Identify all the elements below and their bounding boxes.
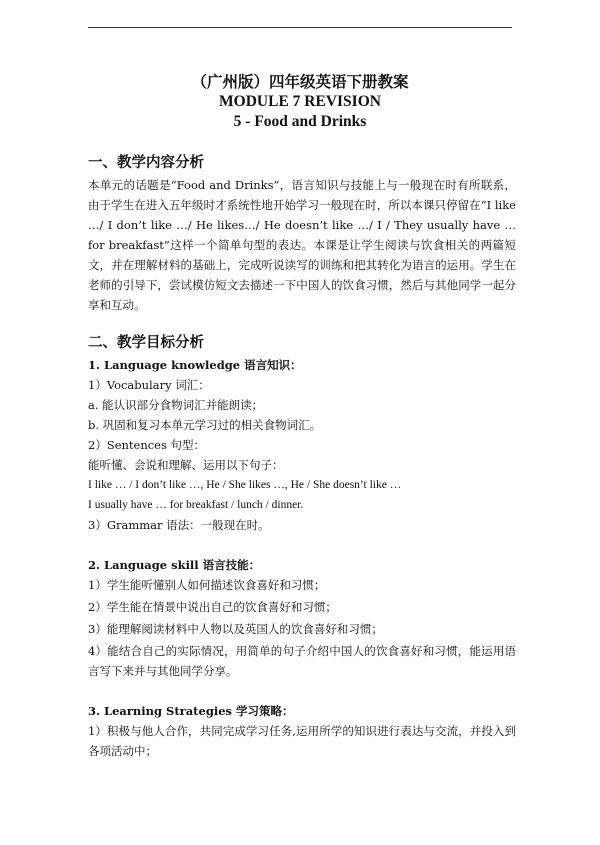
module-title: MODULE 7 REVISION [219,93,381,110]
grammar-heading: 3）Grammar 语法：一般现在时。 [88,518,270,532]
vocabulary-heading: 1）Vocabulary 词汇： [88,378,210,392]
vocabulary-item-b: b. 巩固和复习本单元学习过的相关食物词汇。 [88,418,322,432]
sentence-pattern-1: I like … / I don’t like …, He / She likes …, He / She doesn’t like … [88,479,402,491]
section-heading-objectives: 二、教学目标分析 [88,334,204,351]
unit-title: 5 - Food and Drinks [233,113,367,130]
sentences-heading: 2）Sentences 句型： [88,438,206,452]
document-title: （广州版）四年级英语下册教案 [191,72,409,91]
vocabulary-item-a: a. 能认识部分食物词汇并能朗读； [88,398,264,412]
top-rule [88,27,512,28]
skill-item-3: 3）能理解阅读材料中人物以及英国人的饮食喜好和习惯； [88,622,383,636]
content-analysis-paragraph: 本单元的话题是“Food and Drinks”，语言知识与技能上与一般现在时有所联系，由于学生在进入五年级时才系统性地开始学习一般现在时，所以本课只停留在“I like …/ I don’t like …/ He likes…/ He doesn’t like …/ I / They usually have … for breakfast”这样一个简单句型的表达。本课是让学生阅读与饮食相关的两篇短文，并在理解材料的基础上，完成听说读写的训练和把其转化为语言的运用。学生在老师的引导下，尝试模仿短文去描述一下中国人的饮食习惯，然后与其他同学一起分享和互动。 [88,178,516,312]
subsection-language-skill: 2. Language skill 语言技能： [88,558,261,572]
section-heading-content-analysis: 一、教学内容分析 [88,154,204,171]
skill-item-1: 1）学生能听懂别人如何描述饮食喜好和习惯； [88,578,326,592]
document-title-block [0,72,600,132]
sentences-description: 能听懂、会说和理解、运用以下句子： [88,458,284,472]
skill-item-2: 2）学生能在情景中说出自己的饮食喜好和习惯； [88,600,337,614]
subsection-learning-strategies: 3. Learning Strategies 学习策略： [88,704,294,718]
subsection-language-knowledge: 1. Language knowledge 语言知识： [88,358,302,372]
skill-item-4: 4）能结合自己的实际情况，用简单的句子介绍中国人的饮食喜好和习惯，能运用语言写下来并与其他同学分享。 [88,644,516,678]
sentence-pattern-2: I usually have … for breakfast / lunch / dinner. [88,499,304,511]
strategies-item-1: 1）积极与他人合作，共同完成学习任务,运用所学的知识进行表达与交流，并投入到各项活动中； [88,724,516,758]
